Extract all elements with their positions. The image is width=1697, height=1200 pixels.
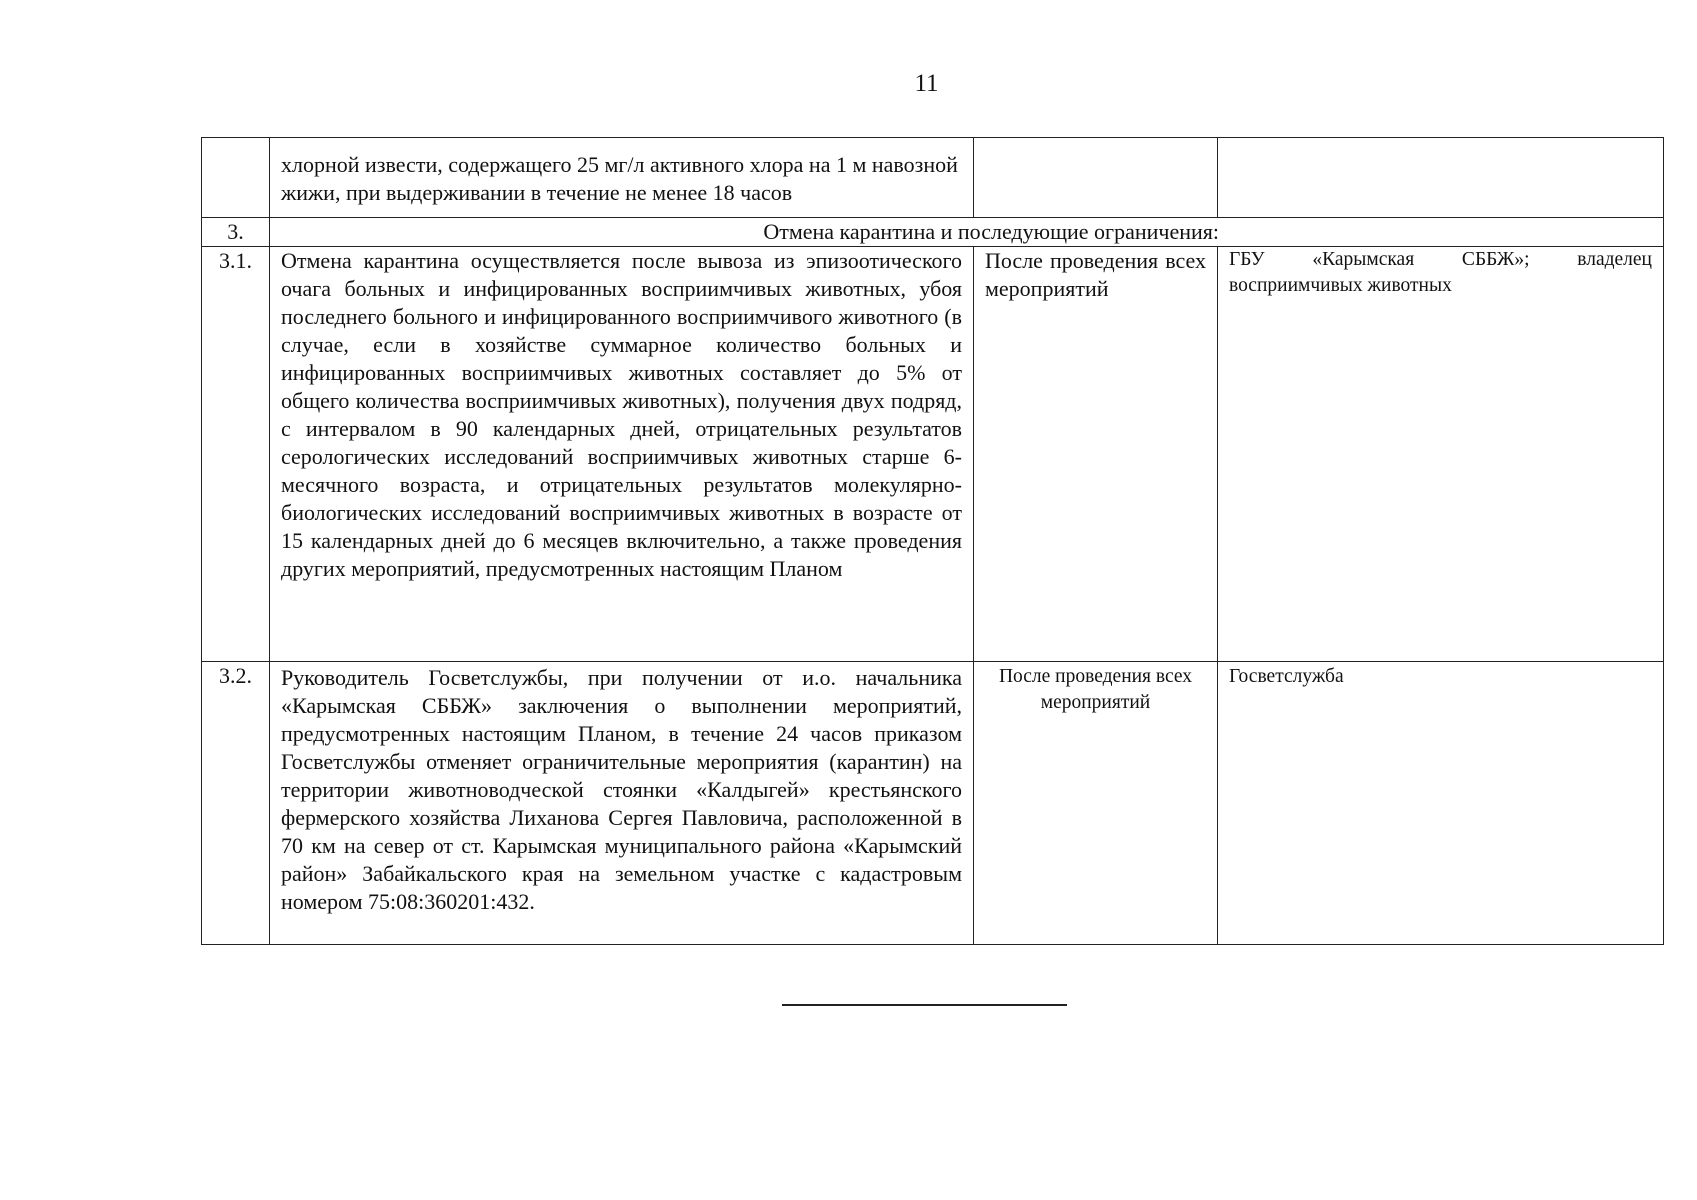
term-cell: После проведения всех мероприятий bbox=[974, 247, 1218, 662]
action-cell: Отмена карантина осуществляется после вывоза из эпизоотического очага больных и инфицированных восприимчивых животных, убоя последнего больного и инфицированного восприимчивого животного (в случае, если в хозяйстве суммарное количество больных и инфицированных восприимчивых животных составляет до 5% от общего количества восприимчивых животных), получения двух подряд, с интервалом в 90 календарных дней, отрицательных результатов серологических исследований восприимчивых животных старше 6-месячного возраста, и отрицательных результатов молекулярно-биологических исследований восприимчивых животных в возрасте от 15 календарных дней до 6 месяцев включительно, а также проведения других мероприятий, предусмотренных настоящим Планом bbox=[270, 247, 974, 662]
action-cell: Руководитель Госветслужбы, при получении от и.о. начальника «Карымская СББЖ» заключения о выполнении мероприятий, предусмотренных настоящим Планом, в течение 24 часов приказом Госветслужбы отменяет ограничительные мероприятия (карантин) на территории животноводческой стоянки «Калдыгей» крестьянского фермерского хозяйства Лиханова Сергея Павловича, расположенной в 70 км на север от ст. Карымская муниципального района «Карымский район» Забайкальского края на земельном участке с кадастровым номером 75:08:360201:432. bbox=[270, 662, 974, 945]
table-row-continuation bbox=[202, 138, 1664, 218]
row-number-cell: 3.1. bbox=[202, 247, 270, 662]
responsible-cell: ГБУ «Карымская СББЖ»; владелец восприимчивых животных bbox=[1218, 247, 1664, 662]
measures-table bbox=[201, 137, 1664, 945]
term-cell bbox=[974, 138, 1218, 218]
responsible-cell: Госветслужба bbox=[1218, 662, 1664, 945]
table-row bbox=[202, 247, 1664, 662]
section-title: Отмена карантина и последующие ограничения: bbox=[270, 218, 1664, 247]
action-cell: хлорной извести, содержащего 25 мг/л активного хлора на 1 м навозной жижи, при выдерживании в течение не менее 18 часов bbox=[270, 138, 974, 218]
table-row bbox=[202, 662, 1664, 945]
term-cell: После проведения всех мероприятий bbox=[974, 662, 1218, 945]
page-number bbox=[0, 70, 1697, 98]
row-number-cell: 3.2. bbox=[202, 662, 270, 945]
section-number: 3. bbox=[202, 218, 270, 247]
page-number-text: 11 bbox=[914, 70, 939, 97]
end-of-document-rule bbox=[782, 1004, 1067, 1006]
row-number-cell bbox=[202, 138, 270, 218]
section-row bbox=[202, 218, 1664, 247]
responsible-cell bbox=[1218, 138, 1664, 218]
